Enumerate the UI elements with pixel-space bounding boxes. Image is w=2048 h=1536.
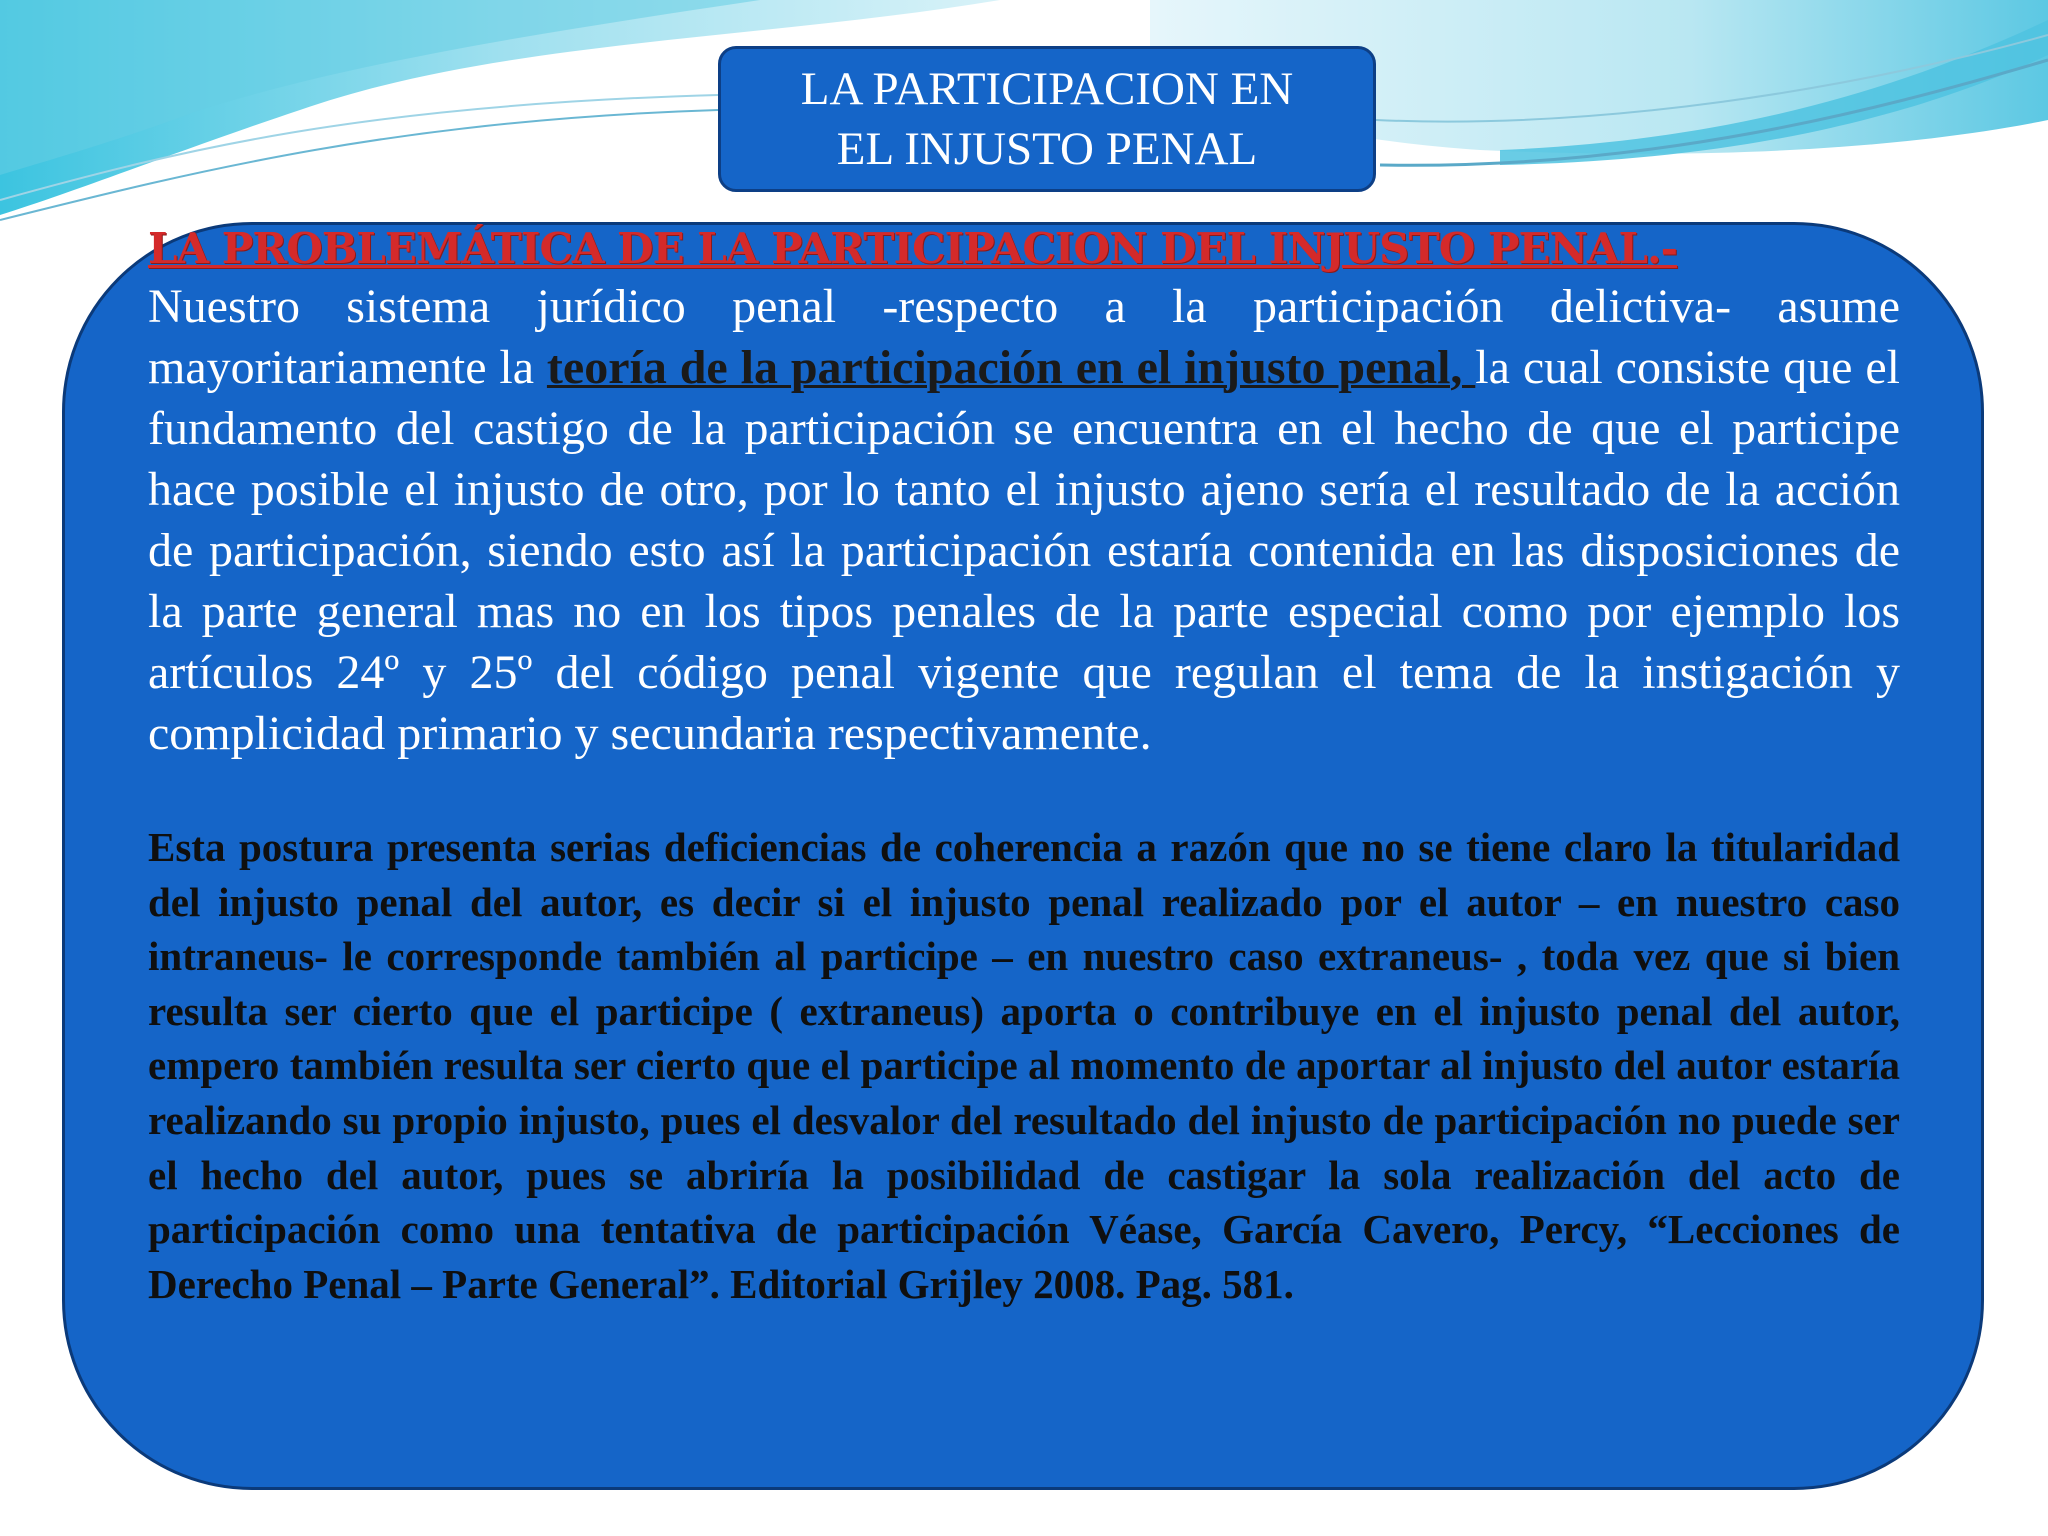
slide-title-line-1: LA PARTICIPACION EN	[800, 63, 1294, 115]
paragraph-1-rest: la cual consiste que el fundamento del castigo de la participación se encuentra en el hecho de que el participe hace posible el injusto de otro, por lo tanto el injusto ajeno sería el resultado de la acción de participación, siendo esto así la participación estaría contenida en las disposiciones de la parte general mas no en los tipos penales de la parte especial como por ejemplo los artículos 24º y 25º del código penal vigente que regulan el tema de la instigación y complicidad primario y secundaria respectivamente.	[148, 341, 1900, 760]
slide-title	[718, 46, 1376, 192]
section-heading: LA PROBLEMÁTICA DE LA PARTICIPACION DEL INJUSTO PENAL.-	[148, 224, 1678, 273]
theory-emphasis: teoría de la participación en el injusto penal,	[546, 341, 1476, 394]
slide-title-line-2: EL INJUSTO PENAL	[836, 123, 1258, 175]
paragraph-1-intro: Nuestro sistema jurídico penal -respecto a la participación delictiva- asume mayoritariamente la	[148, 280, 1900, 394]
paragraph-2: Esta postura presenta serias deficiencias de coherencia a razón que no se tiene claro la titularidad del injusto penal del autor, es decir si el injusto penal realizado por el autor – en nuestro caso intraneus- le corresponde también al participe – en nuestro caso extraneus- , toda vez que si bien resulta ser cierto que el participe ( extraneus) aporta o contribuye en el injusto penal del autor, empero también resulta ser cierto que el participe al momento de aportar al injusto del autor estaría realizando su propio injusto, pues el desvalor del resultado del injusto de participación no puede ser el hecho del autor, pues se abriría la posibilidad de castigar la sola realización del acto de participación como una tentativa de participación Véase, García Cavero, Percy, “Lecciones de Derecho Penal – Parte General”. Editorial Grijley 2008. Pag. 581.	[148, 824, 1900, 1307]
paragraph-1	[148, 276, 1900, 764]
content-text	[148, 222, 1900, 1311]
